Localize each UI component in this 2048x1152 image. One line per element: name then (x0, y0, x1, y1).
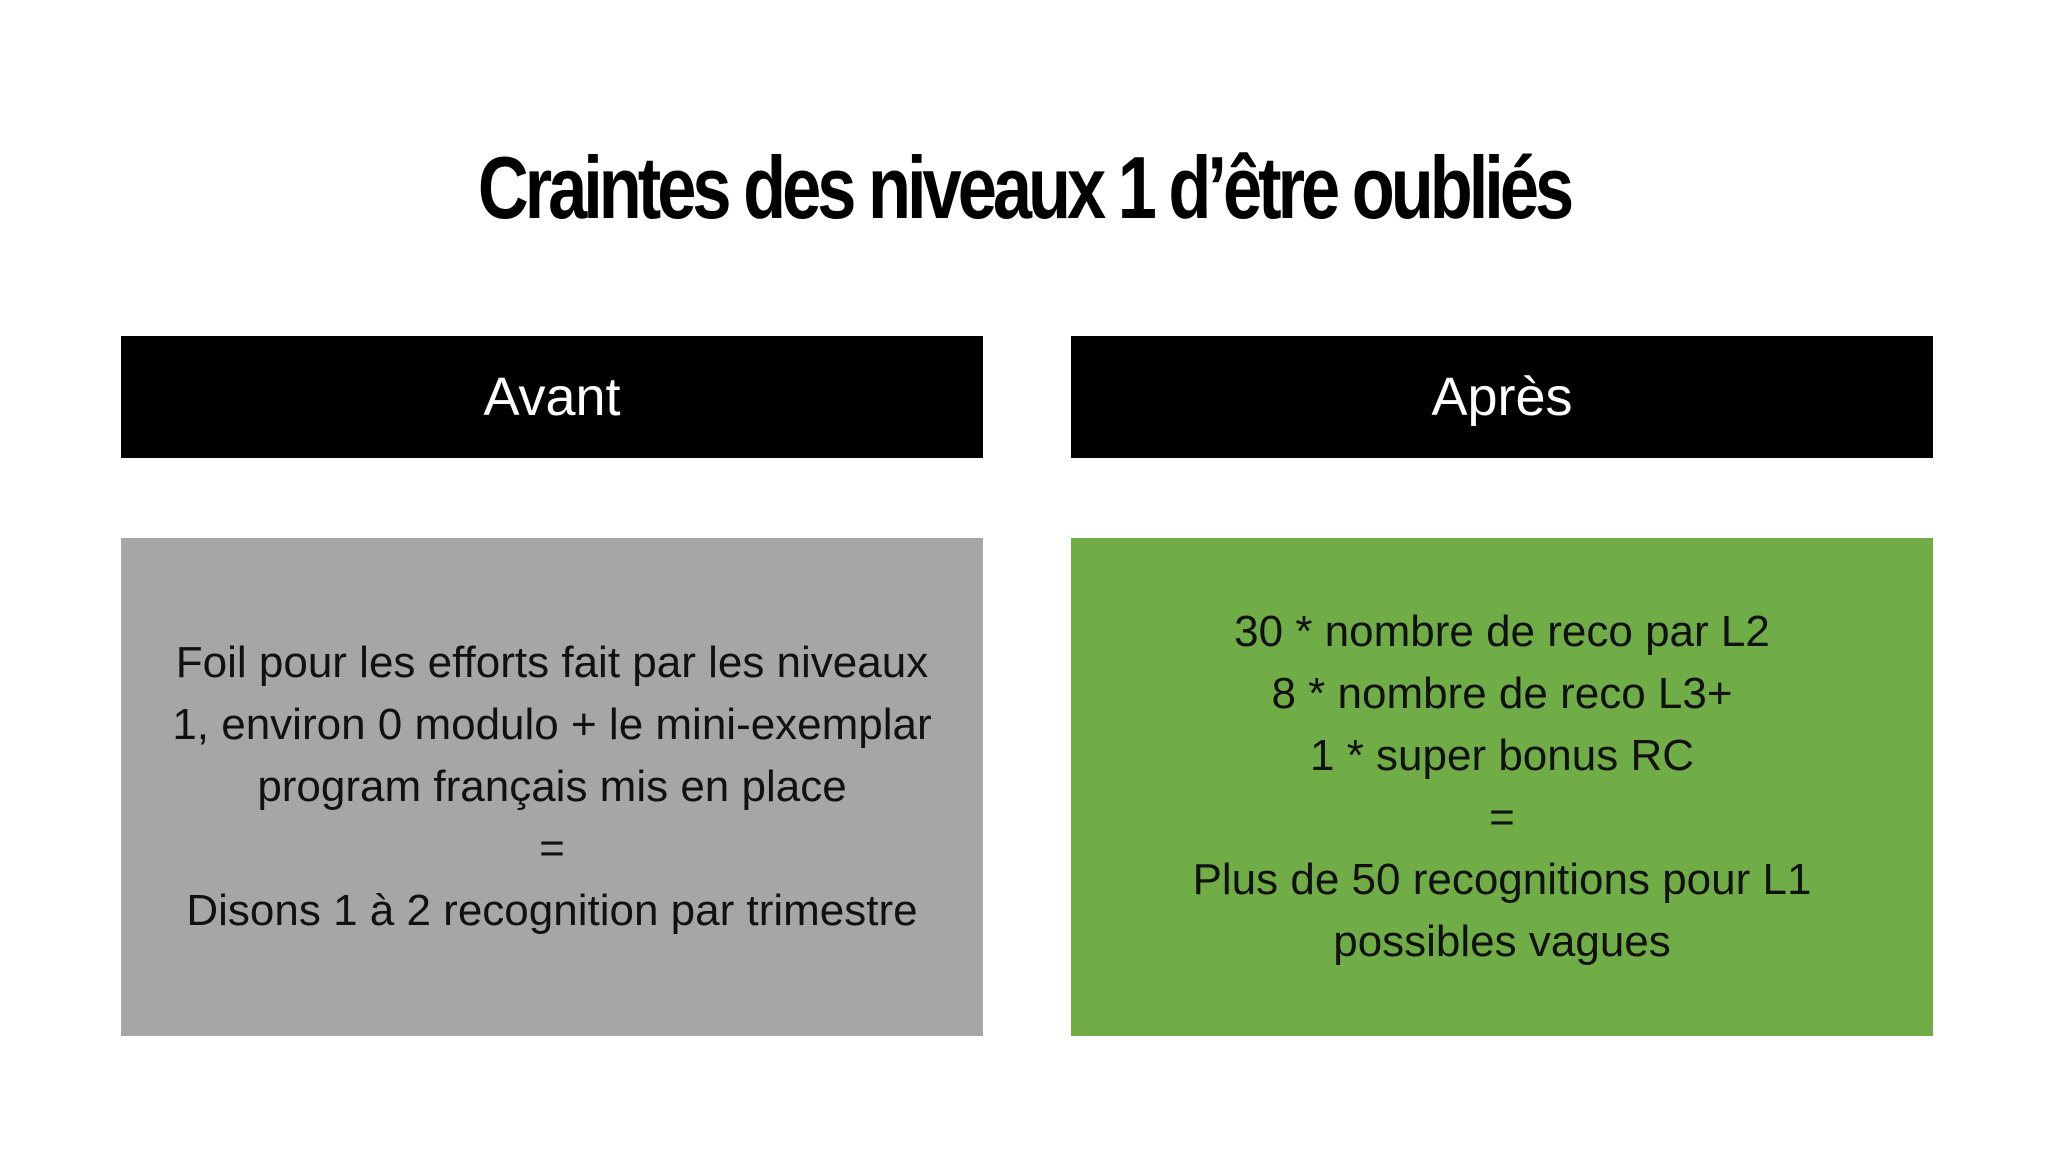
avant-conclusion: Disons 1 à 2 recognition par trimestre (186, 886, 918, 935)
apres-conclusion: possibles vagues (1333, 917, 1671, 966)
avant-line: program français mis en place (257, 762, 847, 811)
header-apres-label: Après (1431, 367, 1573, 427)
apres-content-box (1071, 538, 1933, 1036)
avant-equals: = (539, 824, 565, 873)
header-avant (121, 336, 983, 458)
header-avant-label: Avant (483, 367, 621, 427)
apres-line: 8 * nombre de reco L3+ (1271, 669, 1733, 718)
avant-content-box (121, 538, 983, 1036)
avant-line: Foil pour les efforts fait par les niveaux (175, 638, 929, 687)
apres-conclusion: Plus de 50 recognitions pour L1 (1192, 855, 1812, 904)
apres-line: 30 * nombre de reco par L2 (1234, 607, 1770, 656)
header-apres (1071, 336, 1933, 458)
apres-line: 1 * super bonus RC (1310, 731, 1694, 780)
apres-equals: = (1489, 793, 1515, 842)
avant-line: 1, environ 0 modulo + le mini-exemplar (172, 700, 932, 749)
slide-title: Craintes des niveaux 1 d’être oubliés (477, 138, 1571, 237)
